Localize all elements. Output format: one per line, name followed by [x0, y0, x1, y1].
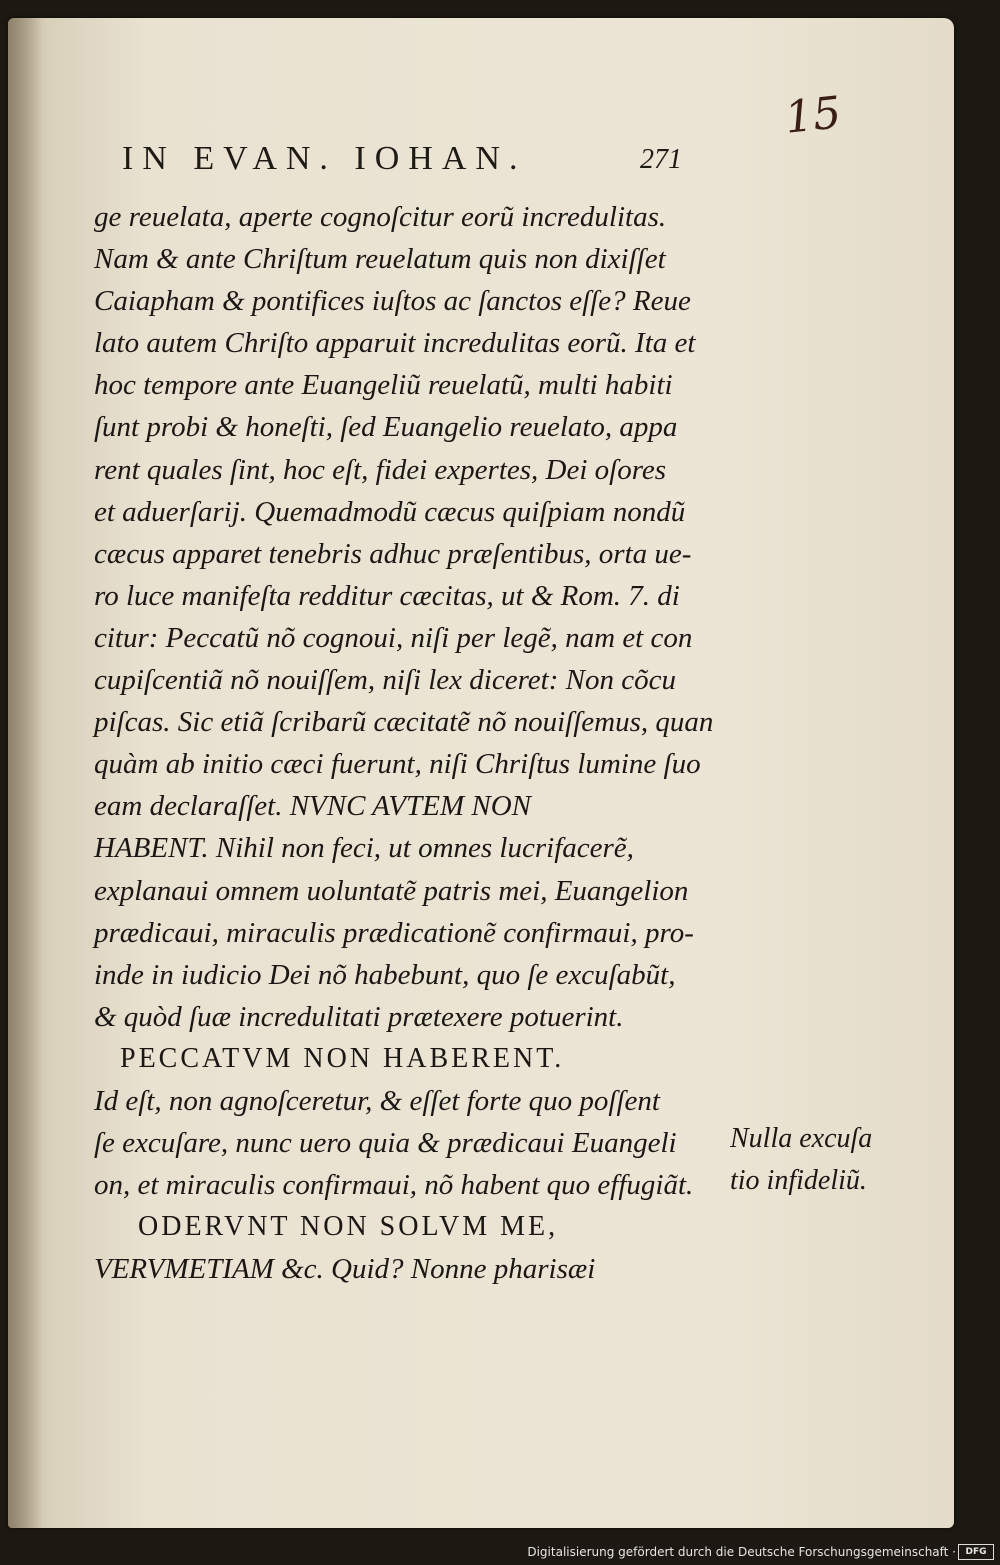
- text-line: hoc tempore ante Euangeliũ reuelatũ, multi habiti: [94, 369, 673, 402]
- text-line: cæcus apparet tenebris adhuc præſentibus, orta ue-: [94, 537, 692, 570]
- text-line: HABENT. Nihil non feci, ut omnes lucrifacerẽ,: [94, 832, 634, 865]
- text-line: lato autem Chriſto apparuit incredulitas eorũ. Ita et: [94, 327, 696, 360]
- handwritten-page-number: 15: [782, 87, 844, 144]
- lemma-heading: PECCATVM NON HABERENT.: [120, 1042, 565, 1074]
- marginal-note-line: tio infideliũ.: [730, 1165, 867, 1197]
- page-gutter-shadow: [8, 18, 42, 1528]
- text-line: VERVMETIAM &c. Quid? Nonne pharisæi: [94, 1253, 596, 1286]
- text-line: eam declaraſſet. NVNC AVTEM NON: [94, 790, 532, 823]
- marginal-note-line: Nulla excuſa: [730, 1123, 873, 1154]
- running-head: [122, 140, 682, 186]
- body-text: [94, 196, 734, 1290]
- text-line: quàm ab initio cæci fuerunt, niſi Chriſtus lumine ſuo: [94, 748, 701, 781]
- text-line: ſunt probi & honeſti, ſed Euangelio reuelato, appa: [94, 411, 678, 444]
- text-line: citur: Peccatũ nõ cognoui, niſi per legẽ, nam et con: [94, 621, 693, 654]
- text-line: prædicaui, miraculis prædicationẽ confirmaui, pro-: [94, 916, 694, 949]
- printed-folio-number: 271: [640, 144, 682, 175]
- lemma-heading: ODERVNT NON SOLVM ME,: [138, 1211, 559, 1243]
- text-line: rent quales ſint, hoc eſt, fidei expertes, Dei oſores: [94, 453, 667, 486]
- text-line: Id eſt, non agnoſceretur, & eſſet forte quo poſſent: [94, 1084, 660, 1117]
- text-line: et aduerſarij. Quemadmodũ cæcus quiſpiam nondũ: [94, 495, 686, 528]
- text-line: ſe excuſare, nunc uero quia & prædicaui Euangeli: [94, 1127, 677, 1160]
- text-line: Caiapham & pontifices iuſtos ac ſanctos eſſe? Reue: [94, 285, 691, 318]
- text-line: piſcas. Sic etiã ſcribarũ cæcitatẽ nõ nouiſſemus, quan: [94, 706, 714, 739]
- marginal-note: [730, 1118, 872, 1202]
- text-line: inde in iudicio Dei nõ habebunt, quo ſe excuſabũt,: [94, 958, 676, 991]
- digitization-credit: Digitalisierung gefördert durch die Deutsche Forschungsgemeinschaft ·: [527, 1545, 956, 1559]
- text-line: ge reuelata, aperte cognoſcitur eorũ incredulitas.: [94, 201, 667, 233]
- text-line: cupiſcentiã nõ nouiſſem, niſi lex diceret: Non cõcu: [94, 664, 676, 697]
- dfg-logo: DFG: [958, 1544, 994, 1560]
- text-line: on, et miraculis confirmaui, nõ habent quo effugiãt.: [94, 1169, 694, 1202]
- text-line: explanaui omnem uoluntatẽ patris mei, Euangelion: [94, 874, 689, 907]
- text-line: ro luce manifeſta redditur cæcitas, ut & Rom. 7. di: [94, 579, 680, 612]
- text-line: Nam & ante Chriſtum reuelatum quis non dixiſſet: [94, 243, 666, 276]
- text-line: & quòd ſuæ incredulitati prætexere potuerint.: [94, 1000, 624, 1033]
- running-head-title: IN EVAN. IOHAN.: [122, 140, 527, 177]
